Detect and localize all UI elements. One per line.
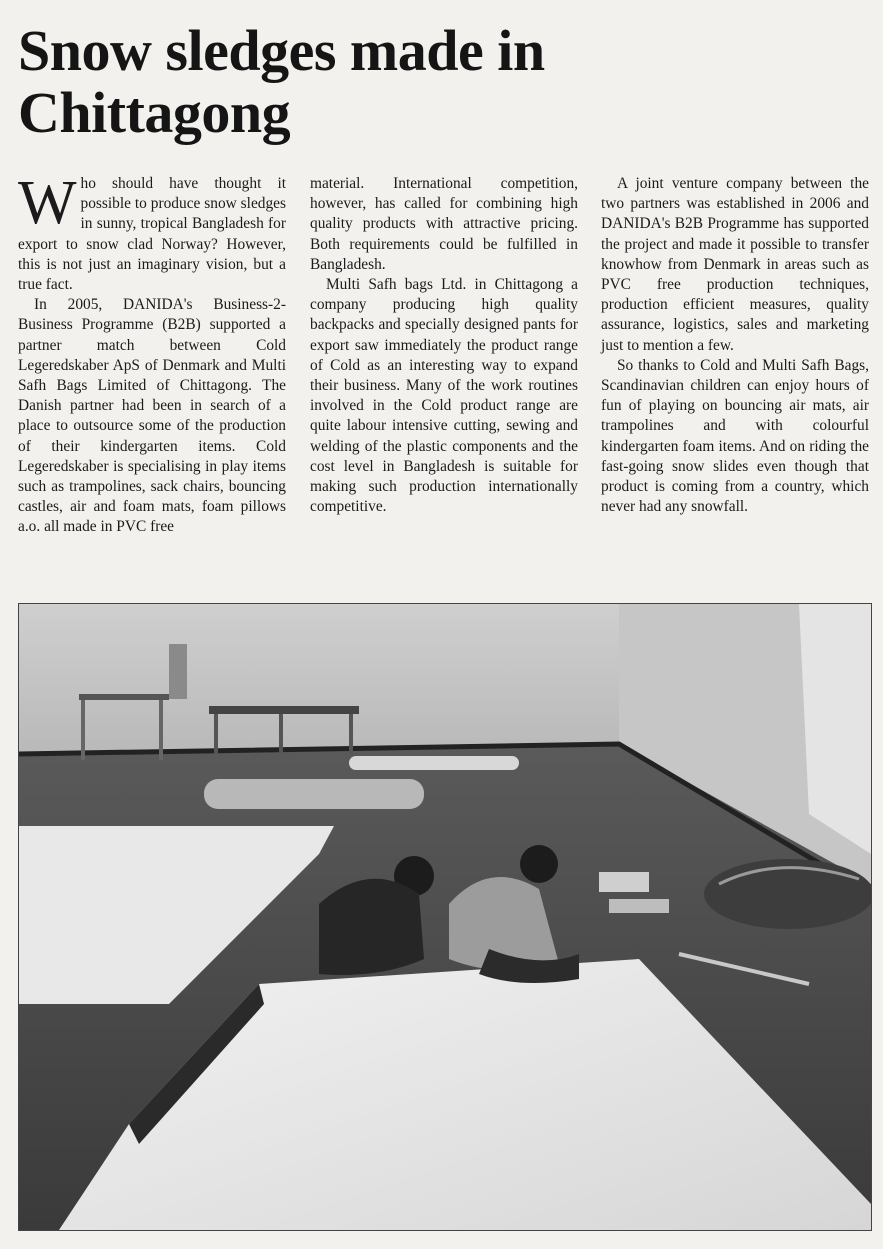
column-2-paragraph-1: material. International competition, however, has called for combining high quality products with attractive pricing. Both requirements could be fulfilled in Bangladesh.	[310, 175, 578, 273]
factory-floor-photo	[18, 603, 872, 1231]
article-column-3	[601, 174, 869, 517]
headline-line-1: Snow sledges made in	[18, 18, 545, 83]
column-3-paragraph-1: A joint venture company between the two partners was established in 2006 and DANIDA's B2B Programme has supported the project and made it possible to transfer knowhow from Denmark in areas such as PVC free production techniques, production efficient measures, quality assurance, logistics, sales and marketing just to mention a few.	[601, 175, 869, 354]
article-column-1	[18, 169, 286, 538]
column-1-paragraph-1-text: ho should have thought it possible to produce snow sledges in sunny, tropical Bangladesh for export to snow clad Norway? However, this is not just an imaginary vision, but a true fact.	[18, 175, 286, 294]
column-1-paragraph-2: In 2005, DANIDA's Business-2-Business Programme (B2B) supported a partner match between Cold Legeredskaber ApS of Denmark and Multi Safh Bags Limited of Chittagong. The Danish partner had been in search of a place to outsource some of the production of their kindergarten items. Cold Legeredskaber is specialising in play items such as trampolines, sack chairs, bouncing castles, air and foam mats, foam pillows a.o. all made in PVC free	[18, 296, 286, 536]
factory-floor-photo-illustration	[19, 604, 871, 1230]
article-column-2	[310, 174, 578, 517]
column-2-paragraph-2: Multi Safh bags Ltd. in Chittagong a company producing high quality backpacks and specially designed pants for export saw immediately the product range of Cold as an interesting way to expand their business. Many of the work routines involved in the Cold product range are quite labour intensive cutting, sewing and welding of the plastic components and the cost level in Bangladesh is suitable for making such production internationally competitive.	[310, 276, 578, 516]
headline-line-2: Chittagong	[18, 80, 291, 145]
drop-cap: W	[18, 169, 77, 237]
column-3-paragraph-2: So thanks to Cold and Multi Safh Bags, Scandinavian children can enjoy hours of fun of playing on bouncing air mats, air trampolines and with colourful kindergarten foam items. And on riding the fast-going snow slides even though that product is coming from a country, which never had any snowfall.	[601, 356, 869, 516]
column-1-paragraph-1	[18, 169, 286, 295]
headline	[18, 20, 778, 144]
